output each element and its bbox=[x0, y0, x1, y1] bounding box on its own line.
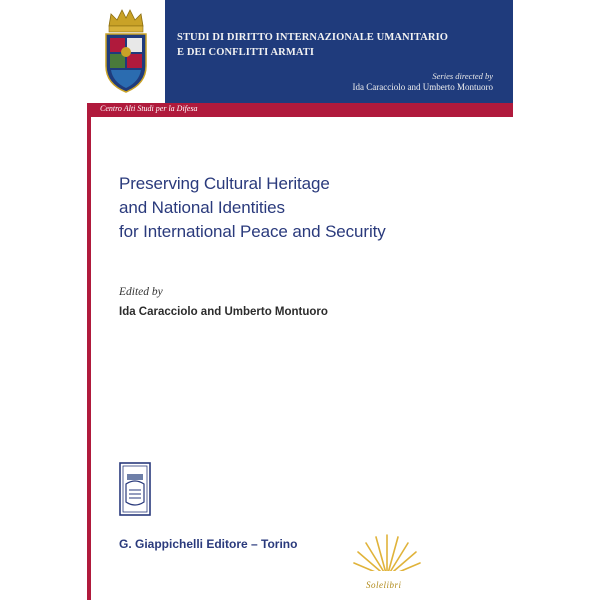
series-header-band bbox=[165, 0, 513, 103]
book-editors: Ida Caracciolo and Umberto Montuoro bbox=[119, 306, 328, 318]
center-label: Centro Alti Studi per la Difesa bbox=[100, 104, 198, 113]
edited-by-label: Edited by bbox=[119, 286, 163, 298]
series-title-line1: STUDI DI DIRITTO INTERNAZIONALE UMANITARIO bbox=[177, 32, 449, 43]
publisher-name: G. Giappichelli Editore – Torino bbox=[119, 537, 298, 551]
crest-emblem-icon bbox=[101, 4, 151, 96]
book-title-line: for International Peace and Security bbox=[119, 222, 386, 241]
series-title-line2: E DEI CONFLITTI ARMATI bbox=[177, 47, 315, 58]
imprint-name: Solelibri bbox=[366, 580, 402, 590]
series-title bbox=[177, 30, 448, 60]
sun-logo-icon bbox=[351, 525, 423, 581]
book-title bbox=[119, 172, 386, 244]
crest-panel bbox=[87, 0, 165, 103]
book-title-line: and National Identities bbox=[119, 198, 285, 217]
book-title-line: Preserving Cultural Heritage bbox=[119, 174, 330, 193]
publisher-logo-icon bbox=[119, 462, 151, 516]
center-band bbox=[87, 103, 513, 117]
left-red-rule bbox=[87, 117, 91, 600]
series-editors: Ida Caracciolo and Umberto Montuoro bbox=[352, 82, 493, 92]
series-directed-label: Series directed by bbox=[432, 71, 493, 81]
book-cover bbox=[87, 0, 513, 600]
